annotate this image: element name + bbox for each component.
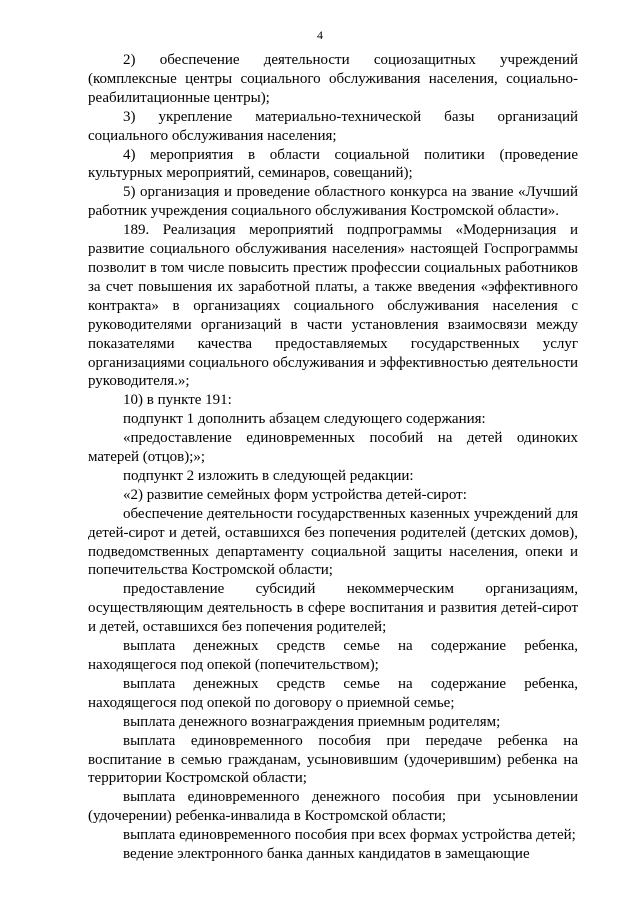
paragraph: «2) развитие семейных форм устройства детей-сирот: bbox=[123, 486, 467, 503]
paragraph: 3) укрепление материально-технической базы организаций социального обслуживания населения; bbox=[88, 108, 578, 144]
paragraph: выплата единовременного пособия при всех формах устройства детей; bbox=[123, 827, 576, 844]
paragraph: подпункт 1 дополнить абзацем следующего содержания: bbox=[123, 411, 486, 428]
paragraph: выплата единовременного пособия при передаче ребенка на воспитание в семью гражданам, усыновившим (удочерившим) ребенка на территории Костромской области; bbox=[88, 732, 578, 787]
paragraph: подпункт 2 изложить в следующей редакции: bbox=[123, 467, 414, 484]
page-number: 4 bbox=[317, 28, 323, 42]
paragraph: предоставление субсидий некоммерческим организациям, осуществляющим деятельность в сфере воспитания и развития детей-сирот и детей, оставшихся без попечения родителей; bbox=[88, 581, 578, 636]
paragraph: «предоставление единовременных пособий на детей одиноких матерей (отцов);»; bbox=[88, 430, 578, 466]
paragraph: 5) организация и проведение областного конкурса на звание «Лучший работник учреждения социального обслуживания Костромской области». bbox=[88, 184, 578, 220]
paragraph: выплата денежных средств семье на содержание ребенка, находящегося под опекой (попечительством); bbox=[88, 638, 578, 673]
document-body bbox=[88, 51, 578, 864]
paragraph: выплата денежного вознаграждения приемным родителям; bbox=[123, 713, 501, 730]
paragraph: 4) мероприятия в области социальной политики (проведение культурных мероприятий, семинаров, совещаний); bbox=[88, 146, 578, 182]
paragraph: ведение электронного банка данных кандидатов в замещающие bbox=[123, 846, 530, 863]
paragraph: выплата денежных средств семье на содержание ребенка, находящегося под опекой по договору о приемной семье; bbox=[88, 675, 578, 711]
paragraph: обеспечение деятельности государственных казенных учреждений для детей-сирот и детей, оставшихся без попечения родителей (детских домов), подведомственных департаменту социальной защиты населения, опеки и попечительства Костромской области; bbox=[88, 505, 578, 579]
paragraph: 2) обеспечение деятельности социозащитных учреждений (комплексные центры социального обслуживания населения, социально-реабилитационные центры); bbox=[88, 52, 578, 106]
paragraph: 10) в пункте 191: bbox=[123, 392, 232, 409]
paragraph: выплата единовременного денежного пособия при усыновлении (удочерении) ребенка-инвалида в Костромской области; bbox=[88, 789, 578, 825]
paragraph: 189. Реализация мероприятий подпрограммы «Модернизация и развитие социального обслуживания населения» настоящей Госпрограммы позволит в том числе повысить престиж профессии социальных работников за счет повышения их заработной платы, а также введения «эффективного контракта» в организациях социального обслуживания населения с руководителями организаций в части установления взаимосвязи между показателями качества предоставляемых государственных услуг организациями социального обслуживания и эффективностью деятельности руководителя.»; bbox=[88, 222, 578, 390]
